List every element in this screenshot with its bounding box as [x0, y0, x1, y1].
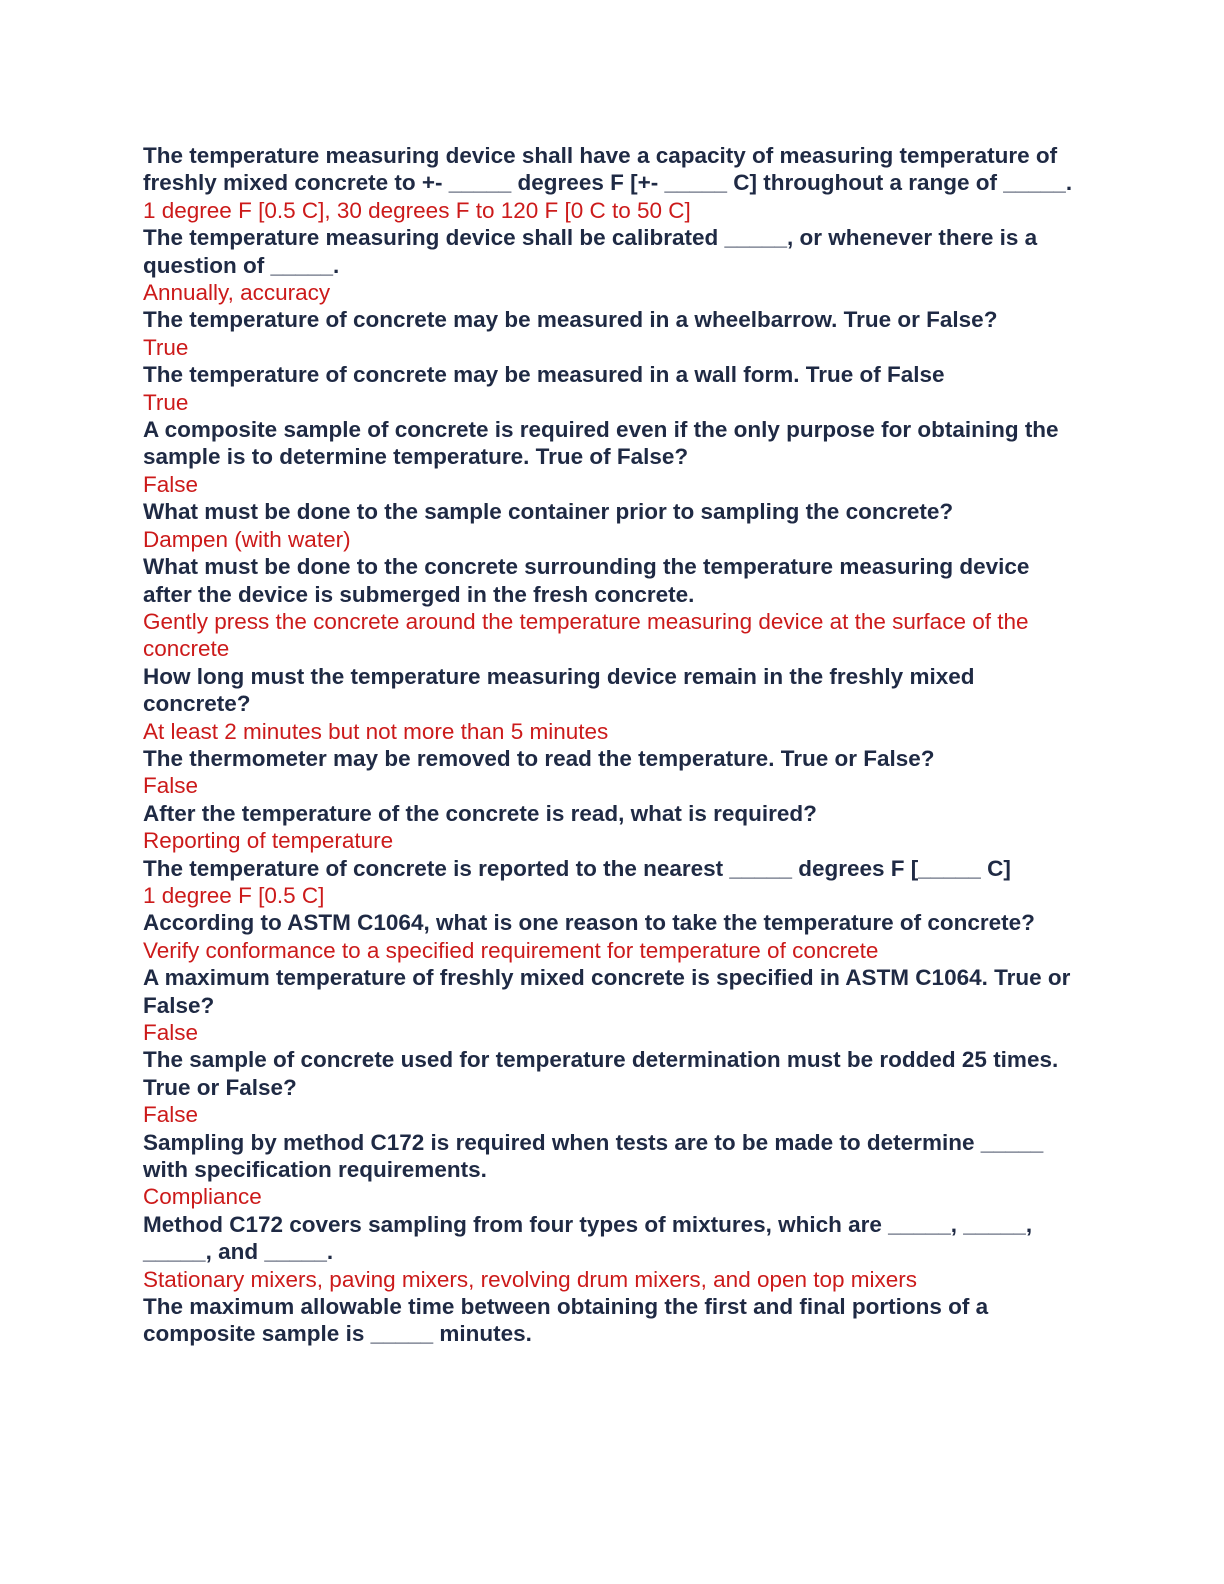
- question-2: The temperature measuring device shall be calibrated _____, or whenever there is a question of _____.: [143, 225, 1038, 278]
- question-9: The thermometer may be removed to read the temperature. True or False?: [143, 745, 935, 771]
- answer-16: Stationary mixers, paving mixers, revolving drum mixers, and open top mixers: [143, 1266, 918, 1292]
- answer-11: 1 degree F [0.5 C]: [143, 882, 325, 908]
- question-16: Method C172 covers sampling from four types of mixtures, which are _____, _____, _____, and _____.: [143, 1211, 1033, 1265]
- answer-6: Dampen (with water): [143, 526, 351, 552]
- answer-1: 1 degree F [0.5 C], 30 degrees F to 120 F [0 C to 50 C]: [143, 197, 691, 223]
- answer-7: Gently press the concrete around the temperature measuring device at the surface of the concrete: [143, 608, 1029, 662]
- answer-2: Annually, accuracy: [143, 280, 331, 306]
- question-8: How long must the temperature measuring device remain in the freshly mixed concrete?: [143, 663, 975, 717]
- question-10: After the temperature of the concrete is read, what is required?: [143, 800, 817, 826]
- answer-14: False: [143, 1102, 199, 1128]
- question-17: The maximum allowable time between obtaining the first and final portions of a composite sample is _____ minutes.: [143, 1294, 989, 1347]
- question-7: What must be done to the concrete surrounding the temperature measuring device after the device is submerged in the fresh concrete.: [143, 554, 1030, 607]
- answer-15: Compliance: [143, 1184, 262, 1210]
- question-6: What must be done to the sample container prior to sampling the concrete?: [143, 499, 954, 525]
- answer-5: False: [143, 471, 199, 497]
- question-12: According to ASTM C1064, what is one reason to take the temperature of concrete?: [143, 910, 1035, 936]
- question-11: The temperature of concrete is reported to the nearest _____ degrees F [_____ C]: [143, 855, 1011, 881]
- answer-3: True: [143, 334, 189, 360]
- question-4: The temperature of concrete may be measured in a wall form. True of False: [143, 362, 945, 388]
- question-3: The temperature of concrete may be measured in a wheelbarrow. True or False?: [143, 307, 998, 333]
- answer-12: Verify conformance to a specified requirement for temperature of concrete: [143, 937, 879, 963]
- question-1: The temperature measuring device shall have a capacity of measuring temperature of freshly mixed concrete to +- _____ degrees F [+- _____ C] throughout a range of _____.: [143, 143, 1073, 196]
- question-15: Sampling by method C172 is required when tests are to be made to determine _____ with specification requirements.: [143, 1129, 1044, 1183]
- answer-4: True: [143, 389, 189, 415]
- question-13: A maximum temperature of freshly mixed concrete is specified in ASTM C1064. True or False?: [143, 965, 1071, 1018]
- answer-8: At least 2 minutes but not more than 5 minutes: [143, 718, 609, 744]
- answer-10: Reporting of temperature: [143, 828, 394, 854]
- question-5: A composite sample of concrete is required even if the only purpose for obtaining the sample is to determine temperature. True of False?: [143, 417, 1059, 470]
- answer-9: False: [143, 773, 199, 799]
- flashcard-document: [143, 142, 1078, 1348]
- answer-13: False: [143, 1020, 199, 1045]
- question-14: The sample of concrete used for temperature determination must be rodded 25 times. True or False?: [143, 1047, 1059, 1100]
